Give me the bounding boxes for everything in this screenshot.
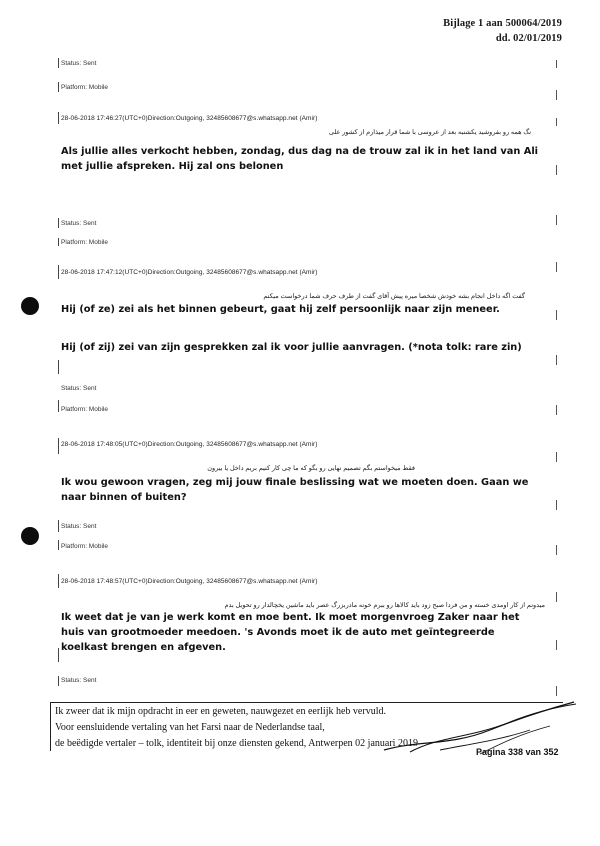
message-status: Status: Sent (61, 523, 97, 530)
message-translation: Hij (of ze) zei als het binnen gebeurt, gaat hij zelf persoonlijk naar zijn meneer. (61, 304, 500, 315)
margin-mark (58, 238, 59, 246)
message-platform: Platform: Mobile (61, 543, 108, 550)
message-translation-second: Hij (of zij) zei van zijn gesprekken zal ik voor jullie aanvragen. (*nota tolk: rare zin) (61, 342, 522, 353)
page-number: Pagina 338 van 352 (476, 747, 559, 757)
margin-mark (556, 355, 557, 365)
message-platform: Platform: Mobile (61, 406, 108, 413)
margin-mark (556, 405, 557, 415)
margin-mark (58, 540, 59, 550)
message-farsi: گفت اگه داخل انجام بشه خودش شخصا میره پیش آقای گفت از طرف حرف شما درخواست میکنم (263, 293, 525, 300)
message-platform: Platform: Mobile (61, 84, 108, 91)
message-meta: 28-06-2018 17:46:27(UTC+0)Direction:Outgoing, 32485608677@s.whatsapp.net (Amir) (61, 115, 318, 122)
punch-hole-bottom (21, 527, 39, 545)
message-farsi: نگ همه رو بفروشید یکشنبه بعد از عروسی با شما قرار میذارم از کشور علی (328, 129, 531, 136)
margin-mark (556, 686, 557, 696)
message-translation: Ik wou gewoon vragen, zeg mij jouw finale beslissing wat we moeten doen. Gaan we naar binnen of buiten? (61, 477, 529, 503)
margin-mark (58, 360, 59, 374)
certification-translator: de beëdigde vertaler – tolk, identiteit bij onze diensten gekend, Antwerpen 02 januari 2019 (55, 738, 418, 749)
message-meta: 28-06-2018 17:48:57(UTC+0)Direction:Outgoing, 32485608677@s.whatsapp.net (Amir) (61, 578, 318, 585)
margin-mark (58, 648, 59, 662)
margin-mark (556, 592, 557, 602)
margin-mark (556, 118, 557, 126)
message-status: Status: Sent (61, 677, 97, 684)
margin-mark (58, 265, 59, 279)
margin-mark (556, 90, 557, 100)
annex-date: dd. 02/01/2019 (495, 33, 562, 44)
margin-mark (556, 60, 557, 68)
message-farsi: فقط میخواستم بگم تصمیم نهایی رو بگو که ما چی کار کنیم بریم داخل یا بیرون (207, 465, 415, 472)
message-platform: Platform: Mobile (61, 239, 108, 246)
margin-mark (58, 400, 59, 412)
margin-mark (58, 82, 59, 92)
margin-mark (58, 58, 59, 68)
margin-mark (556, 215, 557, 225)
annex-reference: Bijlage 1 aan 500064/2019 (443, 18, 562, 29)
message-farsi: میدونم از کار اومدی خسته و من فردا صبح زود باید کالاها رو ببرم خونه مادربزرگ عصر باید ماشین یخچالدار رو تحویل بدم (224, 602, 545, 609)
margin-mark (556, 640, 557, 650)
margin-mark (58, 112, 59, 124)
margin-mark (556, 310, 557, 320)
margin-mark (556, 262, 557, 272)
message-translation: Als jullie alles verkocht hebben, zondag, dus dag na de trouw zal ik in het land van Ali met jullie afspreken. Hij zal ons belonen (61, 146, 539, 172)
message-status: Status: Sent (61, 220, 97, 227)
margin-mark (58, 676, 59, 686)
message-meta: 28-06-2018 17:47:12(UTC+0)Direction:Outgoing, 32485608677@s.whatsapp.net (Amir) (61, 269, 318, 276)
margin-mark (58, 438, 59, 454)
message-status: Status: Sent (61, 60, 97, 67)
margin-mark (58, 520, 59, 532)
message-translation: Ik weet dat je van je werk komt en moe bent. Ik moet morgenvroeg Zaker naar het huis van grootmoeder meedoen. 's Avonds moet ik de auto met geïntegreerde koelkast brengen en afgeven. (61, 612, 520, 653)
margin-mark (58, 574, 59, 588)
certification-oath: Ik zweer dat ik mijn opdracht in eer en geweten, nauwgezet en eerlijk heb vervuld. (55, 706, 386, 717)
margin-mark (556, 545, 557, 555)
margin-mark (58, 218, 59, 228)
punch-hole-top (21, 297, 39, 315)
margin-mark (556, 500, 557, 510)
margin-mark (556, 452, 557, 462)
message-status: Status: Sent (61, 385, 97, 392)
message-meta: 28-06-2018 17:48:05(UTC+0)Direction:Outgoing, 32485608677@s.whatsapp.net (Amir) (61, 441, 318, 448)
margin-mark (556, 165, 557, 175)
certification-translation-note: Voor eensluidende vertaling van het Farsi naar de Nederlandse taal, (55, 722, 325, 733)
